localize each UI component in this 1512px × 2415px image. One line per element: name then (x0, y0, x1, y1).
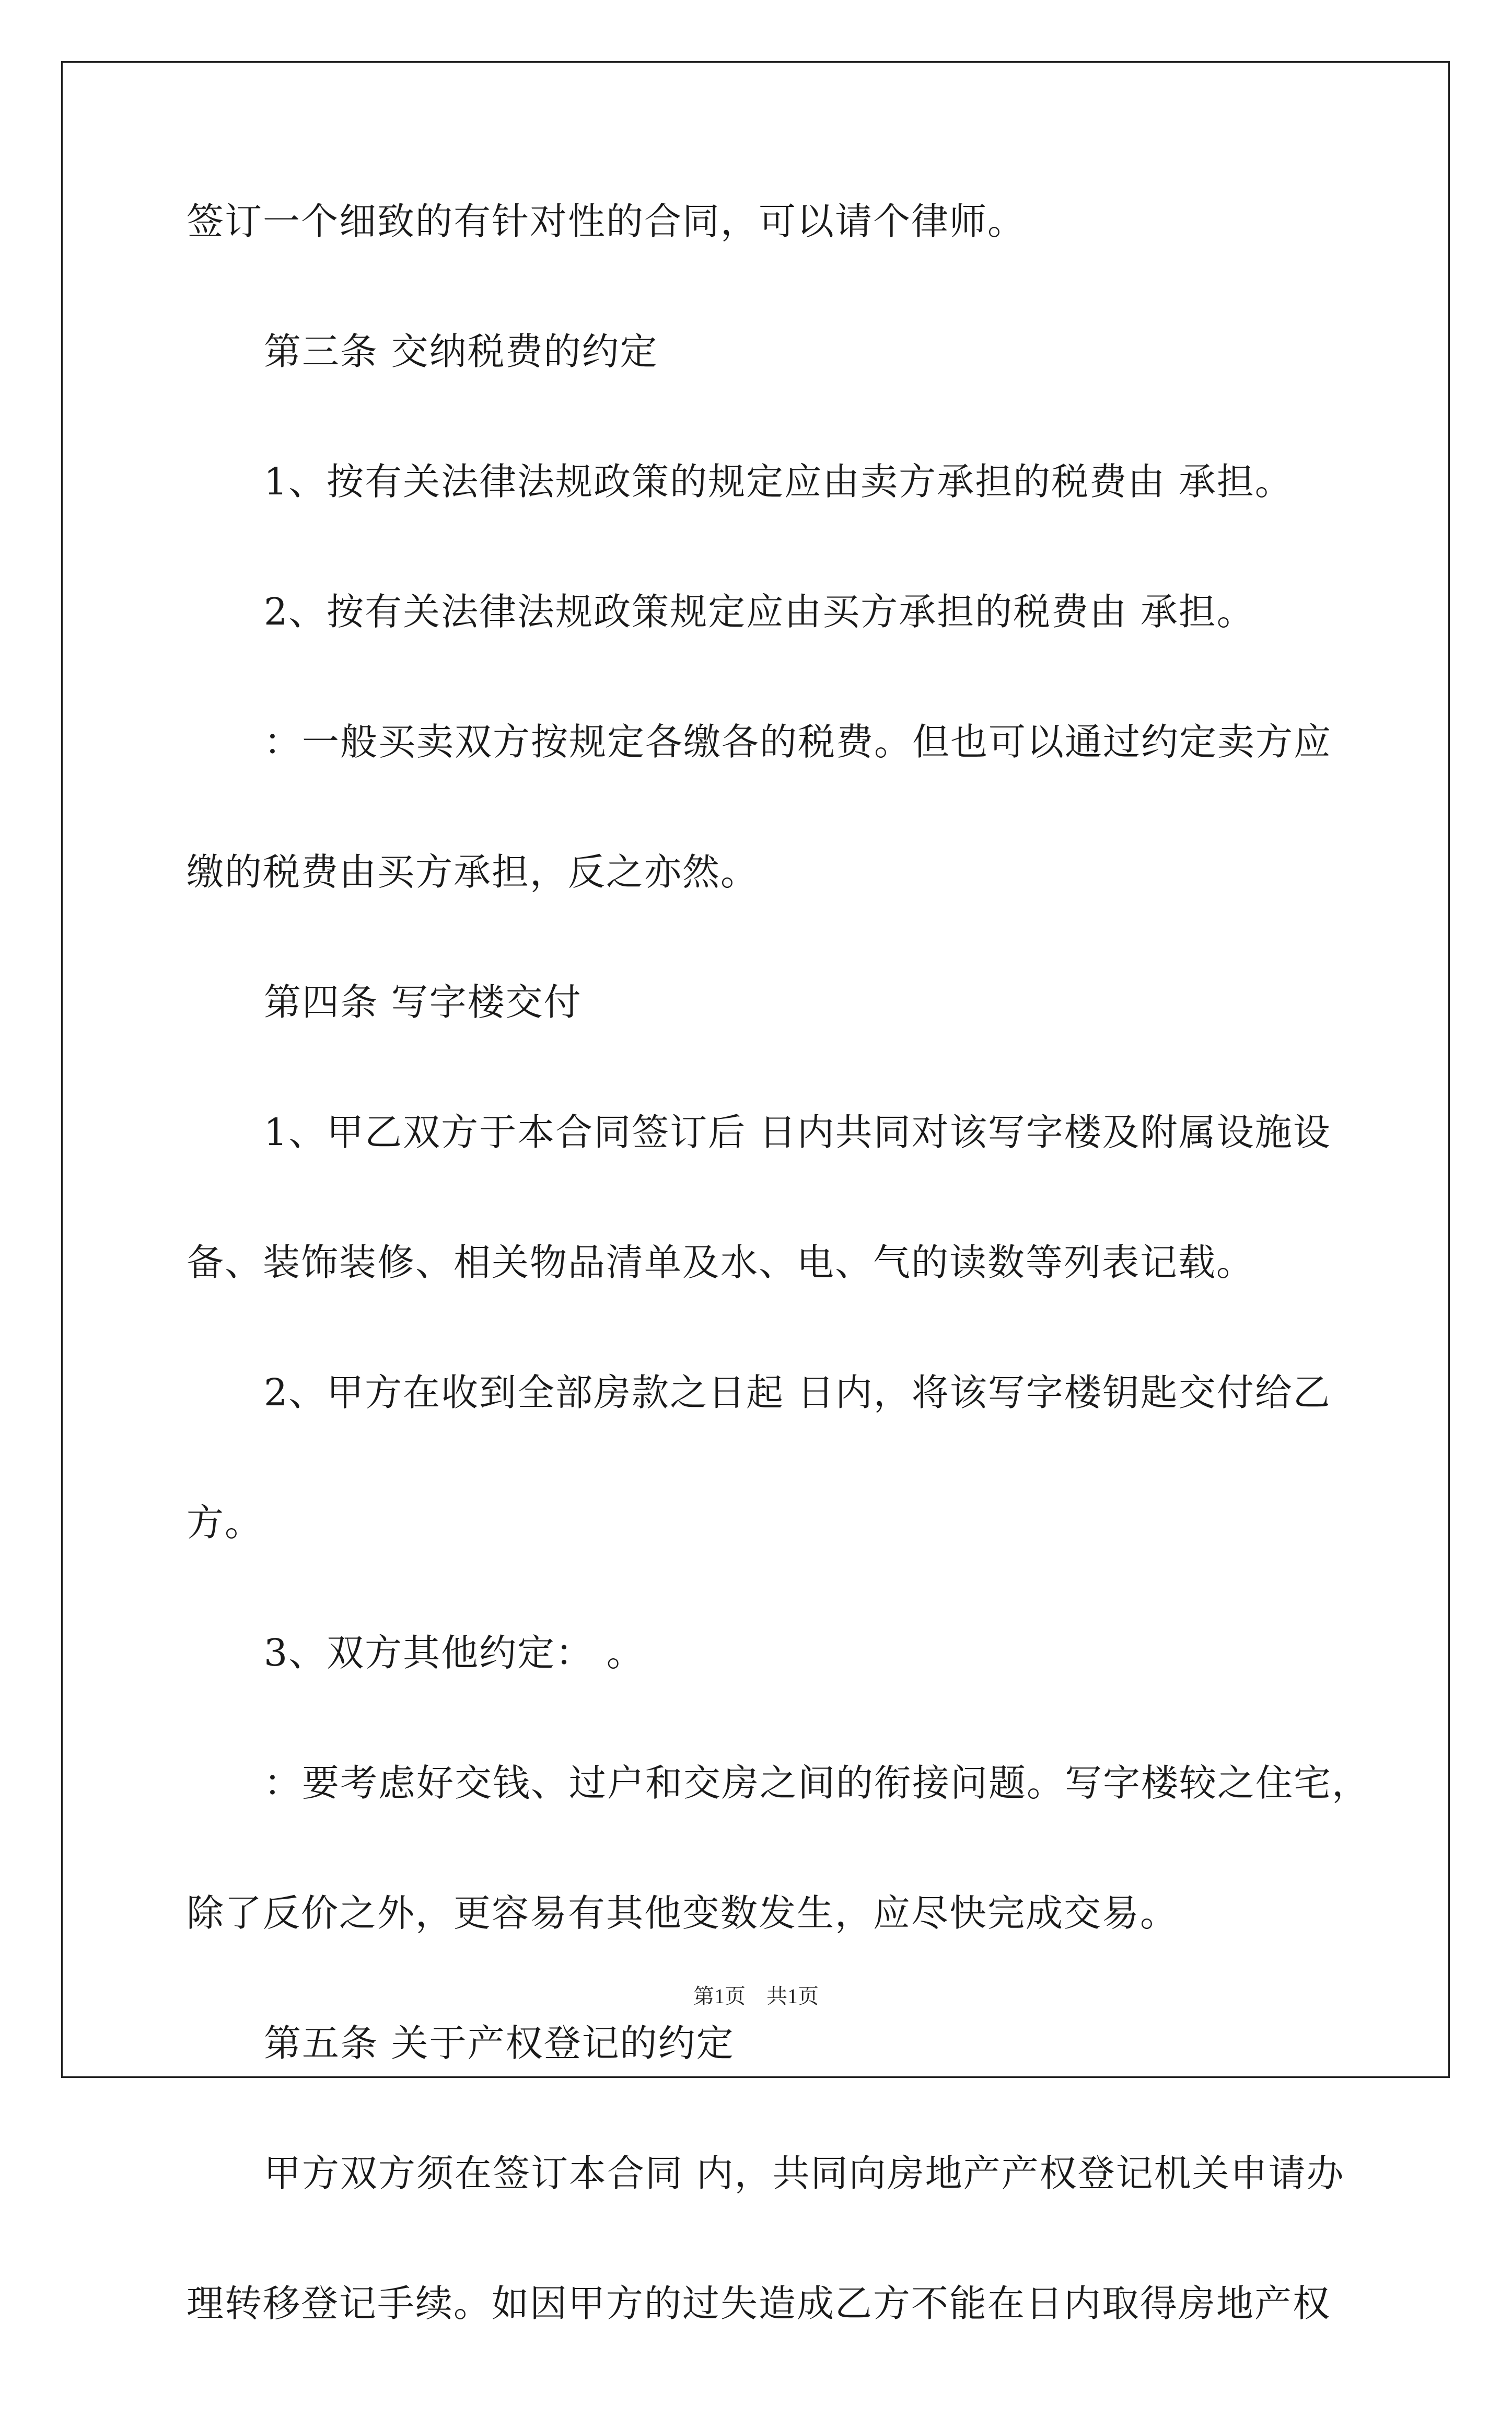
section-heading: 第三条 交纳税费的约定 (264, 330, 658, 373)
section-heading: 第四条 写字楼交付 (264, 980, 582, 1024)
paragraph-line: ：要考虑好交钱、过户和交房之间的衔接问题。写字楼较之住宅， (264, 1761, 1370, 1805)
paragraph-line: ：一般买卖双方按规定各缴各的税费。但也可以通过约定卖方应 (264, 720, 1332, 764)
paragraph-line: 甲方双方须在签订本合同 内，共同向房地产产权登记机关申请办 (264, 2152, 1345, 2195)
paragraph-line: 除了反价之外，更容易有其他变数发生，应尽快完成交易。 (187, 1891, 1179, 1935)
paragraph-line: 签订一个细致的有针对性的合同，可以请个律师。 (187, 200, 1026, 243)
paragraph-line: 理转移登记手续。如因甲方的过失造成乙方不能在日内取得房地产权 (187, 2282, 1331, 2325)
paragraph-line: 备、装饰装修、相关物品清单及水、电、气的读数等列表记载。 (187, 1241, 1255, 1284)
paragraph-line: 方。 (187, 1501, 263, 1544)
paragraph-line: 缴的税费由买方承担，反之亦然。 (187, 850, 759, 894)
paragraph-line: 3、双方其他约定： 。 (264, 1631, 645, 1674)
paragraph-line: 2、甲方在收到全部房款之日起 日内，将该写字楼钥匙交付给乙 (264, 1371, 1331, 1414)
paragraph-line: 1、甲乙双方于本合同签订后 日内共同对该写字楼及附属设施设 (264, 1111, 1331, 1154)
paragraph-line: 1、按有关法律法规政策的规定应由卖方承担的税费由 承担。 (264, 460, 1293, 503)
page-number: 第1页 共1页 (693, 1984, 819, 2008)
section-heading: 第五条 关于产权登记的约定 (264, 2021, 735, 2065)
document-body (187, 200, 1370, 2415)
paragraph-line: 2、按有关法律法规政策规定应由买方承担的税费由 承担。 (264, 590, 1255, 633)
